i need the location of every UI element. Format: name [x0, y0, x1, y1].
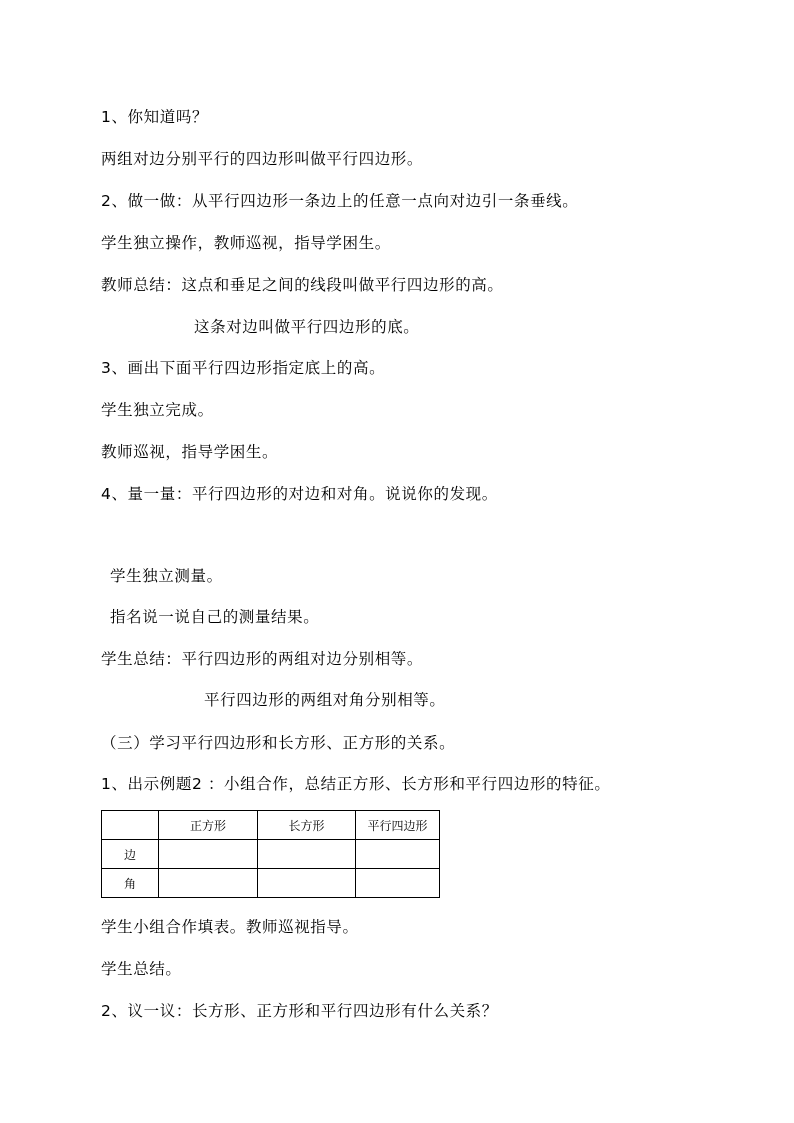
- table-header-row: [102, 811, 440, 840]
- table-cell: [159, 840, 258, 869]
- text-line: 学生独立操作，教师巡视，指导学困生。: [101, 234, 391, 252]
- text-line: 学生独立测量。: [110, 567, 223, 585]
- table-cell: [258, 869, 356, 898]
- text-line: 学生独立完成。: [101, 401, 214, 419]
- table-cell: [356, 869, 440, 898]
- text-line: 1、出示例题2 ：小组合作，总结正方形、长方形和平行四边形的特征。: [101, 775, 611, 793]
- text-line: 4、量一量：平行四边形的对边和对角。说说你的发现。: [101, 485, 498, 503]
- text-line: 两组对边分别平行的四边形叫做平行四边形。: [101, 150, 424, 168]
- table-cell: [356, 840, 440, 869]
- row-label-sides: 边: [102, 840, 159, 869]
- text-line: 这条对边叫做平行四边形的底。: [194, 318, 420, 336]
- text-line: 教师巡视，指导学困生。: [101, 443, 279, 461]
- text-line: 平行四边形的两组对角分别相等。: [204, 691, 446, 709]
- text-line: 指名说一说自己的测量结果。: [110, 608, 320, 626]
- features-table: [101, 810, 440, 898]
- text-line: 教师总结：这点和垂足之间的线段叫做平行四边形的高。: [101, 276, 504, 294]
- section-heading: （三）学习平行四边形和长方形、正方形的关系。: [101, 734, 456, 752]
- table-row: [102, 840, 440, 869]
- column-header-rectangle: 长方形: [258, 811, 356, 840]
- column-header-parallelogram: 平行四边形: [356, 811, 440, 840]
- table-cell: [159, 869, 258, 898]
- table-row: [102, 869, 440, 898]
- text-line: 1、你知道吗？: [101, 108, 209, 126]
- column-header-square: 正方形: [159, 811, 258, 840]
- text-line: 学生小组合作填表。教师巡视指导。: [101, 918, 359, 936]
- text-line: 2、议一议：长方形、正方形和平行四边形有什么关系？: [101, 1002, 498, 1020]
- text-line: 3、画出下面平行四边形指定底上的高。: [101, 359, 386, 377]
- text-line: 学生总结：平行四边形的两组对边分别相等。: [101, 650, 424, 668]
- table-corner-cell: [102, 811, 159, 840]
- text-line: 学生总结。: [101, 960, 182, 978]
- table-cell: [258, 840, 356, 869]
- text-line: 2、做一做：从平行四边形一条边上的任意一点向对边引一条垂线。: [101, 192, 579, 210]
- row-label-angles: 角: [102, 869, 159, 898]
